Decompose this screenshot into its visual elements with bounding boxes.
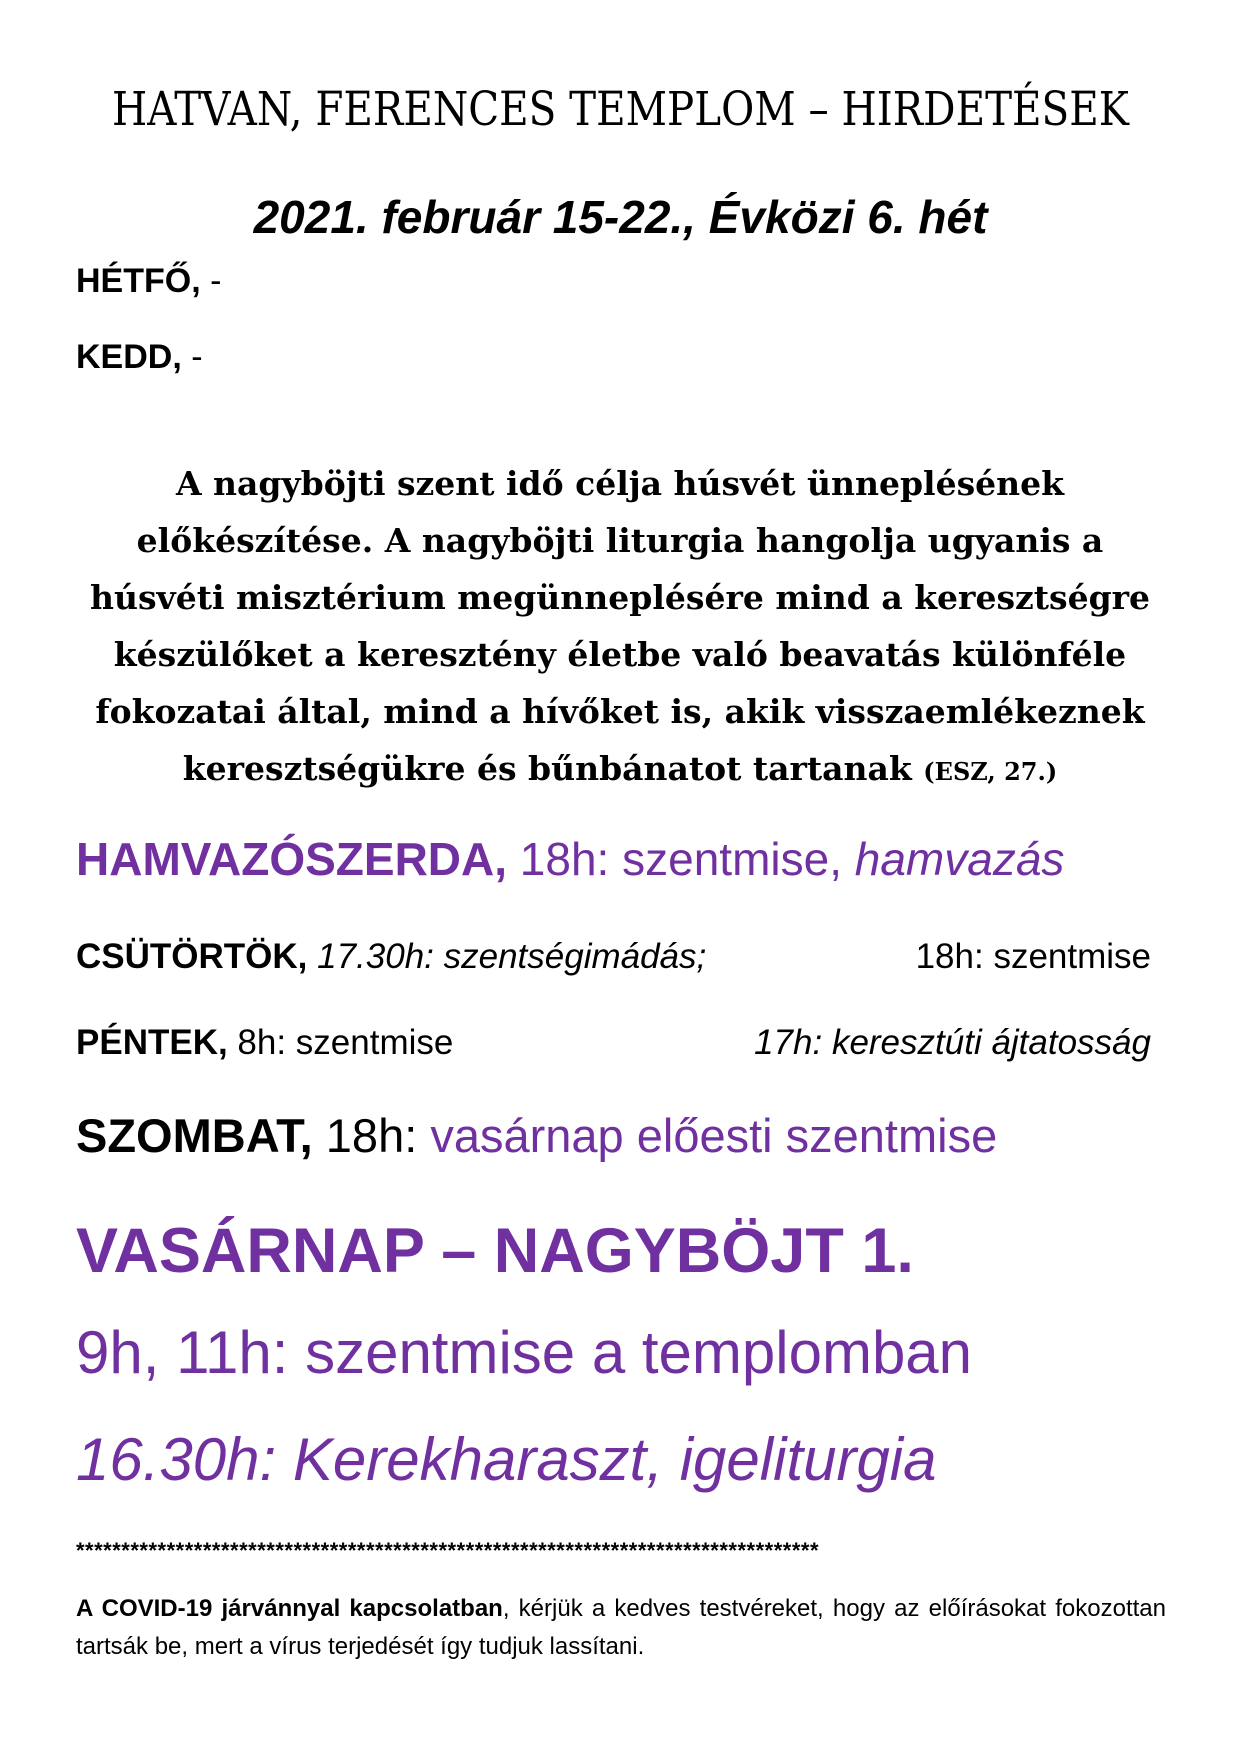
ash-wednesday-time: 18h: szentmise, <box>507 833 855 885</box>
saturday-event: vasárnap előesti szentmise <box>430 1109 998 1162</box>
separator-line: ********************************************************************************** <box>76 1538 820 1563</box>
ash-wednesday-event: hamvazás <box>854 833 1065 885</box>
covid-notice-text: , kérjük a kedves testvéreket, hogy az előírásokat fokozottan tartsák be, mert a vírus terjedését így tudjuk lassítani. <box>76 1595 1166 1660</box>
thursday-label: CSÜTÖRTÖK, <box>76 937 308 976</box>
saturday-label: SZOMBAT, <box>76 1109 313 1162</box>
sunday-kerekharaszt: 16.30h: Kerekharaszt, igeliturgia <box>76 1426 937 1493</box>
ash-wednesday-line <box>76 832 1064 886</box>
sunday-title: VASÁRNAP – NAGYBÖJT 1. <box>76 1216 914 1286</box>
friday-label: PÉNTEK, <box>76 1023 228 1062</box>
page-subtitle: 2021. február 15-22., Évközi 6. hét <box>253 191 988 243</box>
covid-notice <box>76 1590 1166 1666</box>
friday-stations: 17h: keresztúti ájtatosság <box>754 1023 1151 1062</box>
monday-line <box>76 262 221 301</box>
quote-text: A nagyböjti szent idő célja húsvét ünneplésének előkészítése. A nagyböjti liturgia hangolja ugyanis a húsvéti misztérium megünneplésére mind a keresztségre készülőket a keresztény életbe való beavatás különféle fokozatai által, mind a hívőket is, akik visszaemlékeznek keresztségükre és bűnbánatot tartanak <box>89 464 1151 788</box>
monday-text: - <box>200 262 222 300</box>
friday-line <box>76 1023 453 1063</box>
covid-notice-bold: A COVID-19 járvánnyal kapcsolatban <box>76 1595 503 1622</box>
sunday-mass: 9h, 11h: szentmise a templomban <box>76 1319 973 1386</box>
page-title: HATVAN, FERENCES TEMPLOM – HIRDETÉSEK <box>112 82 1129 137</box>
tuesday-text: - <box>181 338 203 376</box>
lent-quote <box>70 455 1170 800</box>
quote-reference: (ESZ, 27.) <box>923 757 1058 786</box>
thursday-mass: 18h: szentmise <box>915 937 1151 976</box>
tuesday-line <box>76 338 203 377</box>
saturday-line <box>76 1108 997 1163</box>
thursday-adoration: 17.30h: szentségimádás; <box>307 937 707 976</box>
friday-mass: 8h: szentmise <box>227 1023 454 1062</box>
thursday-line <box>76 937 706 977</box>
ash-wednesday-label: HAMVAZÓSZERDA, <box>76 833 508 885</box>
monday-label: HÉTFŐ, <box>76 262 201 300</box>
tuesday-label: KEDD, <box>76 338 182 376</box>
saturday-time: 18h: <box>312 1109 431 1162</box>
